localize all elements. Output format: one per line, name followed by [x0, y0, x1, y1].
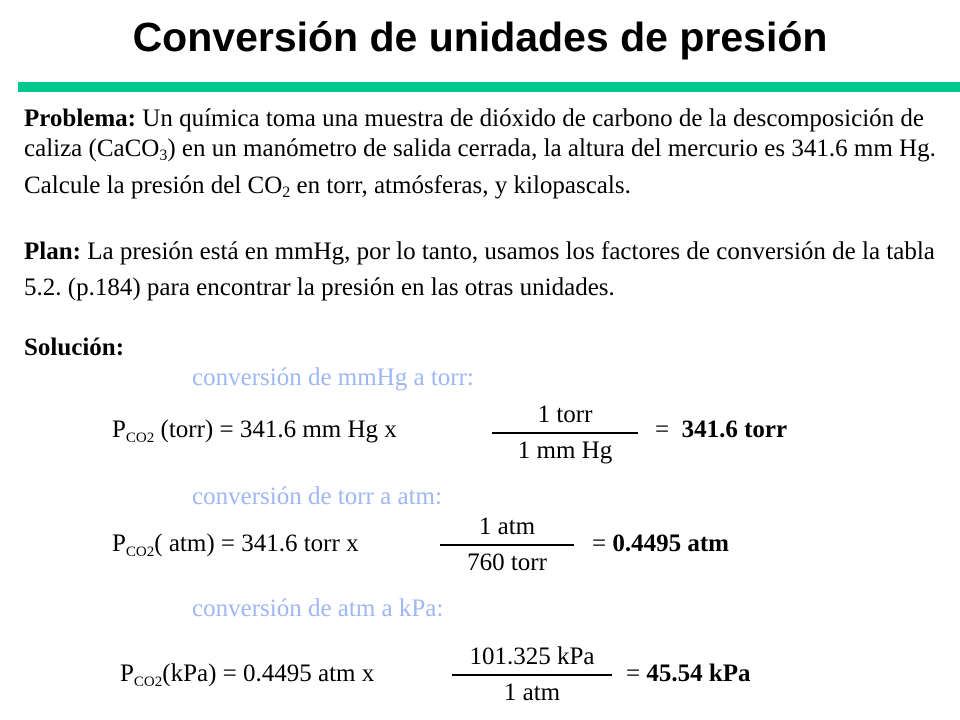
fraction-bar: [452, 674, 612, 676]
eq-p: P: [120, 660, 134, 687]
fraction-denominator: 1 mm Hg: [517, 437, 613, 464]
eq-lhs: (kPa) = 0.4495 atm x: [162, 660, 375, 687]
eq-sub: CO2: [125, 544, 155, 560]
fraction-denominator: 1 atm: [503, 679, 561, 706]
equation-atm: [112, 530, 359, 561]
result-kpa: [626, 660, 751, 688]
eq-lhs: ( atm) = 341.6 torr x: [154, 530, 359, 557]
plan-label: Plan:: [24, 238, 81, 265]
problem-text-a: Un química toma una muestra de dióxido de carbono de la descomposición de caliza (CaCO: [24, 105, 924, 162]
fraction-numerator: 1 atm: [478, 513, 536, 540]
equation-kpa: [120, 660, 374, 691]
result-torr: [655, 416, 787, 444]
result-value: 0.4495 atm: [612, 530, 730, 557]
fraction-bar: [492, 432, 638, 434]
result-atm: [592, 530, 729, 558]
plan-paragraph: [24, 234, 944, 306]
result-value: 341.6 torr: [681, 416, 788, 443]
eq-sub: CO2: [133, 674, 163, 690]
fraction-bar: [440, 544, 574, 546]
fraction-numerator: 101.325 kPa: [469, 643, 595, 670]
result-value: 45.54 kPa: [646, 660, 751, 687]
eq-p: P: [112, 416, 126, 443]
eq-p: P: [112, 530, 126, 557]
step-label-mmhg-torr: conversión de mmHg a torr:: [192, 364, 474, 391]
fraction-torr: [492, 400, 638, 466]
eq-sub: CO2: [125, 430, 155, 446]
step-label-torr-atm: conversión de torr a atm:: [192, 483, 442, 510]
eq-sign: =: [626, 660, 641, 687]
solution-label: Solución:: [24, 334, 125, 361]
problem-sub-b: 2: [282, 184, 291, 201]
page-title: Conversión de unidades de presión: [132, 14, 828, 60]
fraction-denominator: 760 torr: [467, 549, 547, 576]
problem-paragraph: [24, 104, 944, 208]
plan-text: La presión está en mmHg, por lo tanto, usamos los factores de conversión de la tabla 5.2. (p.184) para encontrar la presión en las otras unidades.: [24, 238, 935, 301]
step-label-atm-kpa: conversión de atm a kPa:: [192, 595, 444, 622]
eq-sign: =: [592, 530, 607, 557]
eq-sign: =: [655, 416, 670, 443]
title-divider: [18, 82, 960, 92]
fraction-atm: [440, 512, 574, 578]
eq-lhs: (torr) = 341.6 mm Hg x: [154, 416, 397, 443]
fraction-numerator: 1 torr: [537, 401, 593, 428]
problem-sub-a: 3: [159, 147, 168, 164]
problem-label: Problema:: [24, 105, 137, 132]
equation-torr: [112, 416, 397, 447]
problem-text-b: ) en un manómetro de salida cerrada, la altura del mercurio es 341.6 mm Hg. Calcule la presión del CO: [24, 135, 936, 199]
problem-text-c: en torr, atmósferas, y kilopascals.: [290, 172, 631, 199]
fraction-kpa: [452, 642, 612, 708]
